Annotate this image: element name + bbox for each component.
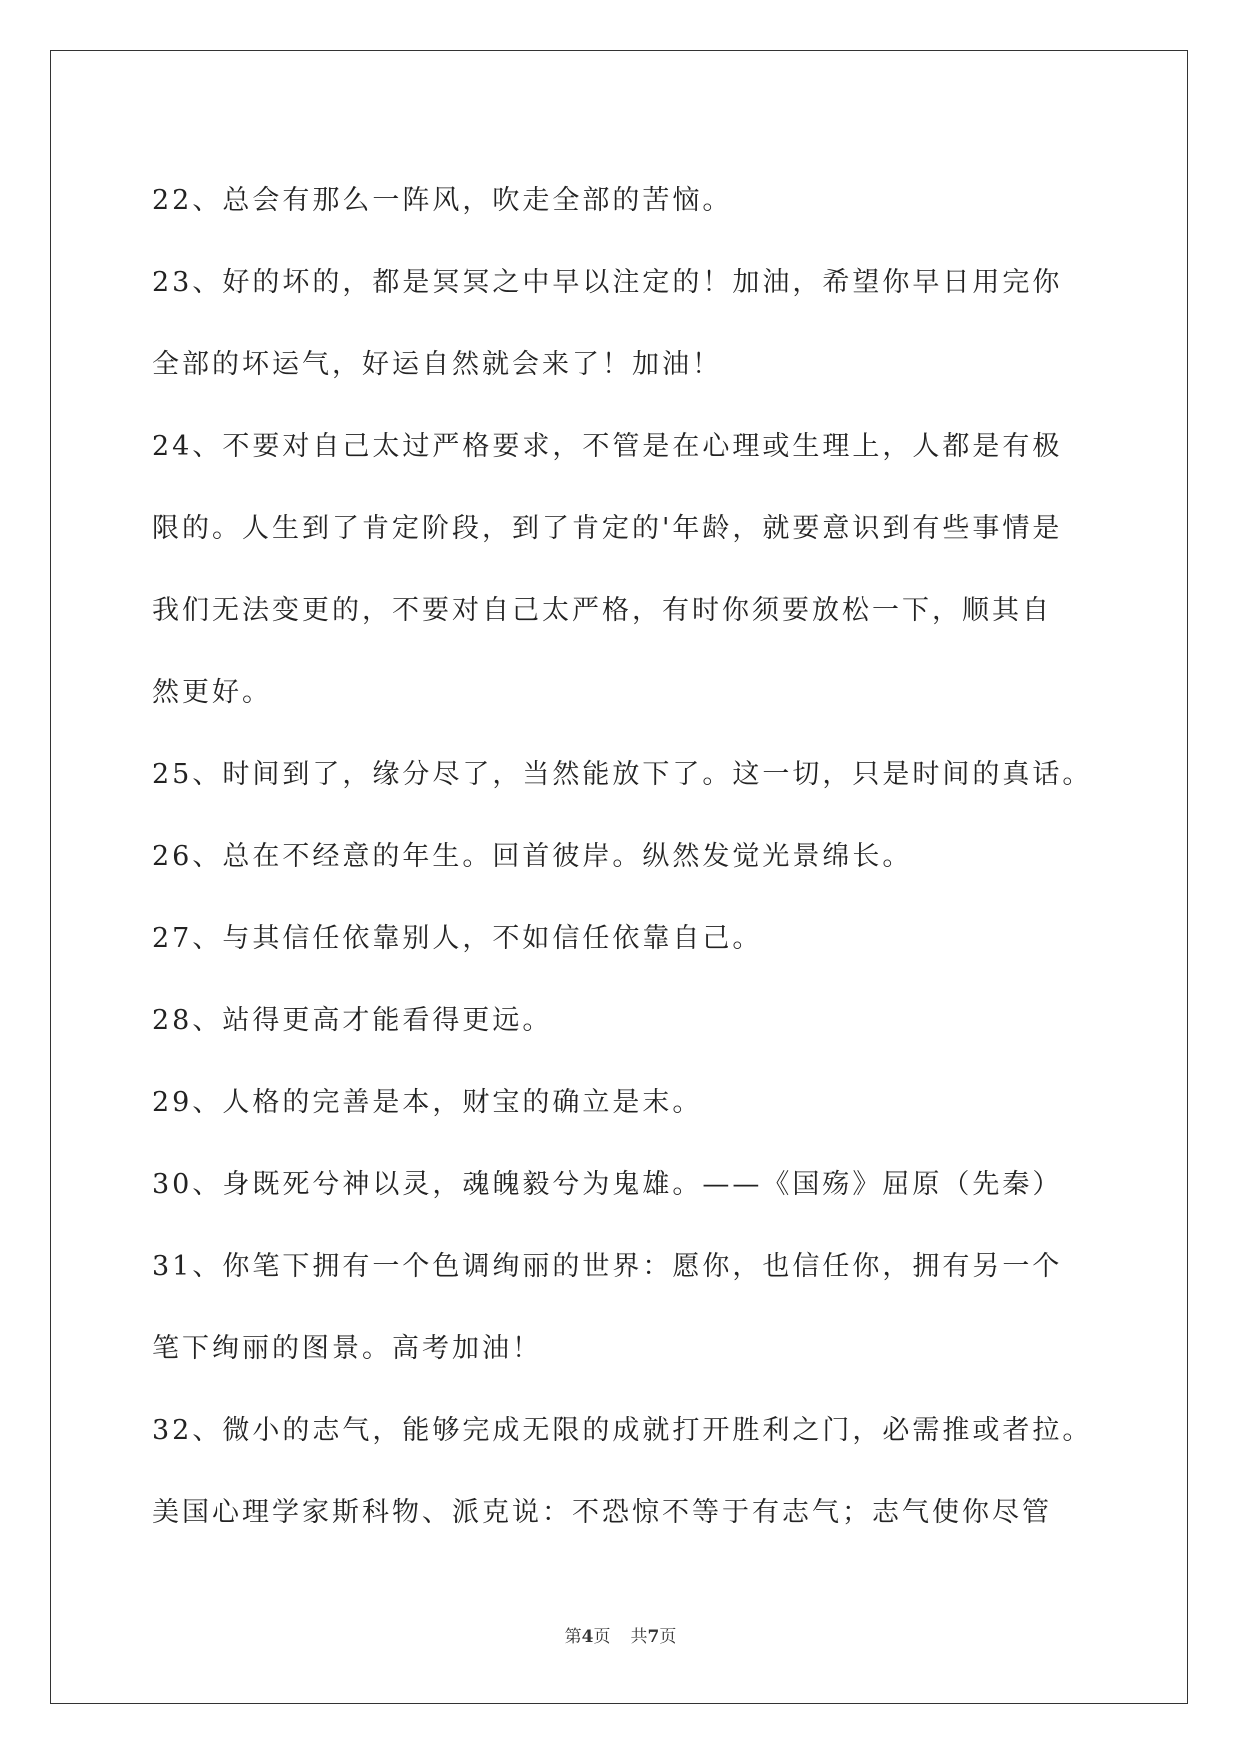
text-line-6: 我们无法变更的，不要对自己太严格，有时你须要放松一下，顺其自: [152, 595, 1052, 626]
footer-total-suffix: 页: [659, 1627, 677, 1647]
text-line-5: 限的。人生到了肯定阶段，到了肯定的'年龄，就要意识到有些事情是: [152, 513, 1063, 544]
page-footer: [0, 1622, 1241, 1647]
text-line-16: 32、微小的志气，能够完成无限的成就打开胜利之门，必需推或者拉。: [152, 1415, 1093, 1446]
total-pages-number: 7: [647, 1627, 660, 1647]
text-line-13: 30、身既死兮神以灵，魂魄毅兮为鬼雄。——《国殇》屈原（先秦）: [152, 1169, 1063, 1200]
footer-total-prefix: 共: [630, 1627, 648, 1647]
text-line-3: 全部的坏运气，好运自然就会来了！加油！: [152, 349, 722, 380]
text-line-14: 31、你笔下拥有一个色调绚丽的世界：愿你，也信任你，拥有另一个: [152, 1251, 1063, 1282]
text-line-10: 27、与其信任依靠别人，不如信任依靠自己。: [152, 923, 763, 954]
text-line-17: 美国心理学家斯科物、派克说：不恐惊不等于有志气；志气使你尽管: [152, 1497, 1052, 1528]
text-line-12: 29、人格的完善是本，财宝的确立是末。: [152, 1087, 703, 1118]
footer-page-word: 页: [593, 1627, 611, 1647]
text-line-8: 25、时间到了，缘分尽了，当然能放下了。这一切，只是时间的真话。: [152, 759, 1093, 790]
text-line-7: 然更好。: [152, 677, 272, 708]
text-line-2: 23、好的坏的，都是冥冥之中早以注定的！加油，希望你早日用完你: [152, 267, 1063, 298]
text-line-15: 笔下绚丽的图景。高考加油！: [152, 1333, 542, 1364]
footer-prefix: 第: [564, 1627, 582, 1647]
text-line-11: 28、站得更高才能看得更远。: [152, 1005, 553, 1036]
document-body: [152, 160, 1112, 1554]
text-line-9: 26、总在不经意的年生。回首彼岸。纵然发觉光景绵长。: [152, 841, 913, 872]
current-page-number: 4: [581, 1627, 594, 1647]
text-line-1: 22、总会有那么一阵风，吹走全部的苦恼。: [152, 185, 733, 216]
text-line-4: 24、不要对自己太过严格要求，不管是在心理或生理上，人都是有极: [152, 431, 1063, 462]
